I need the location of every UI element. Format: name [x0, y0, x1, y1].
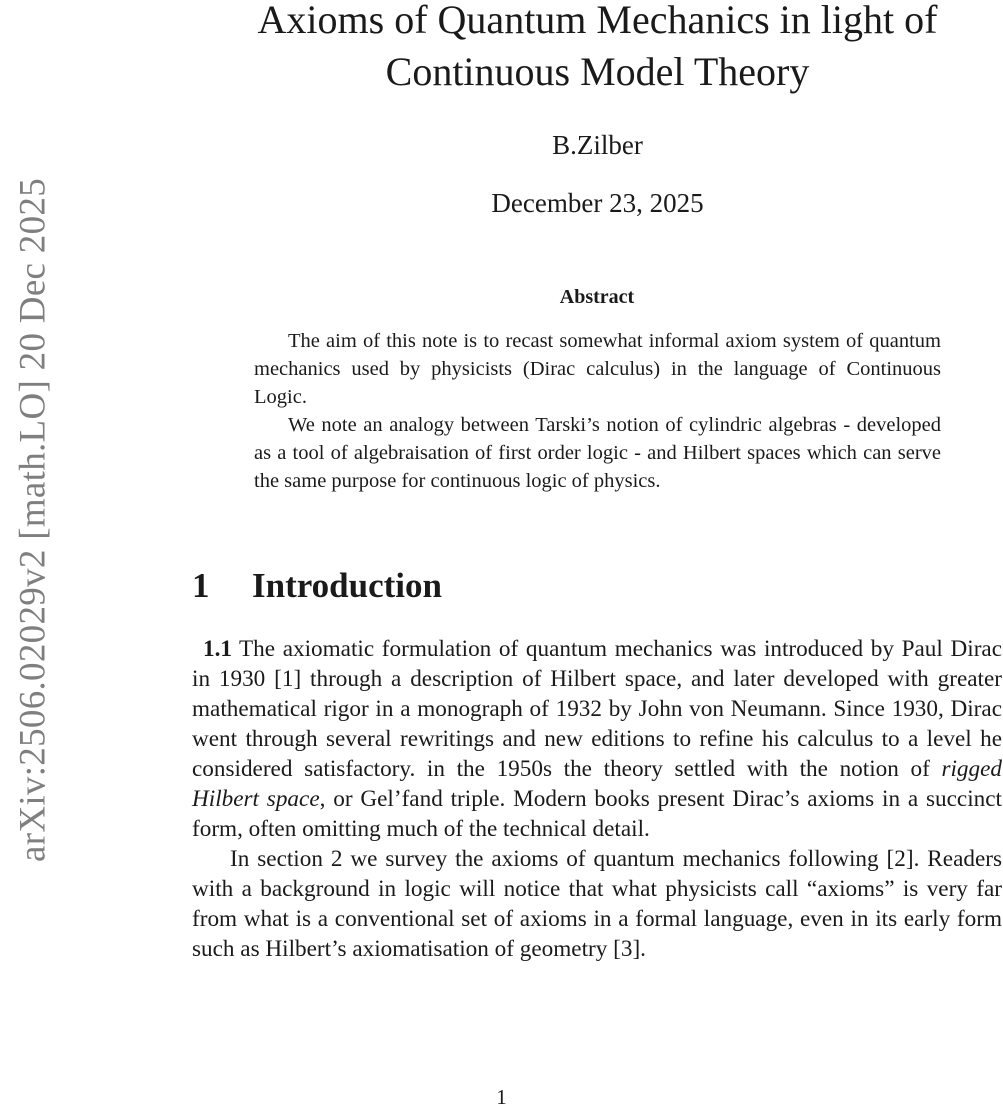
section-body [192, 634, 1002, 964]
section-title: Introduction [252, 566, 442, 605]
abstract-heading: Abstract [559, 286, 635, 308]
section-number: 1 [192, 566, 210, 605]
paper-title: Axioms of Quantum Mechanics in light of Continuous Model Theory [257, 0, 938, 94]
emphasized-term: rigged Hilbert space [192, 756, 1002, 812]
abstract-paragraph: We note an analogy between Tarski’s notion of cylindric algebras - developed as a tool of algebraisation of first order logic - and Hilbert spaces which can serve the same purpose for continuous logic of physics. [254, 414, 941, 492]
paper-date: December 23, 2025 [491, 188, 704, 218]
paragraph-text: , or Gel’fand triple. Modern books present Dirac’s axioms in a succinct form, often omitting much of the technical detail. [192, 786, 1002, 842]
page-number: 1 [496, 1085, 507, 1109]
abstract-body [254, 327, 941, 495]
arxiv-identifier-stamp: arXiv:2506.02029v2 [math.LO] 20 Dec 2025 [12, 177, 54, 863]
author-name: B.Zilber [552, 130, 643, 160]
body-paragraph: In section 2 we survey the axioms of quantum mechanics following [2]. Readers with a background in logic will notice that what physicists call “axioms” is very far from what is a conventional set of axioms in a formal language, even in its early form such as Hilbert’s axiomatisation of geometry [3]. [192, 846, 1002, 962]
paragraph-number: 1.1 [203, 636, 232, 662]
section-heading [192, 566, 442, 606]
abstract-paragraph: The aim of this note is to recast somewhat informal axiom system of quantum mechanics used by physicists (Dirac calculus) in the language of Continuous Logic. [254, 330, 941, 408]
body-paragraph [192, 634, 1002, 844]
paragraph-text: The axiomatic formulation of quantum mechanics was introduced by Paul Dirac in 1930 [1] through a description of Hilbert space, and later developed with greater mathematical rigor in a monograph of 1932 by John von Neumann. Since 1930, Dirac went through several rewritings and new editions to refine his calculus to a level he considered satisfactory. in the 1950s the theory settled with the notion of [192, 636, 1002, 782]
